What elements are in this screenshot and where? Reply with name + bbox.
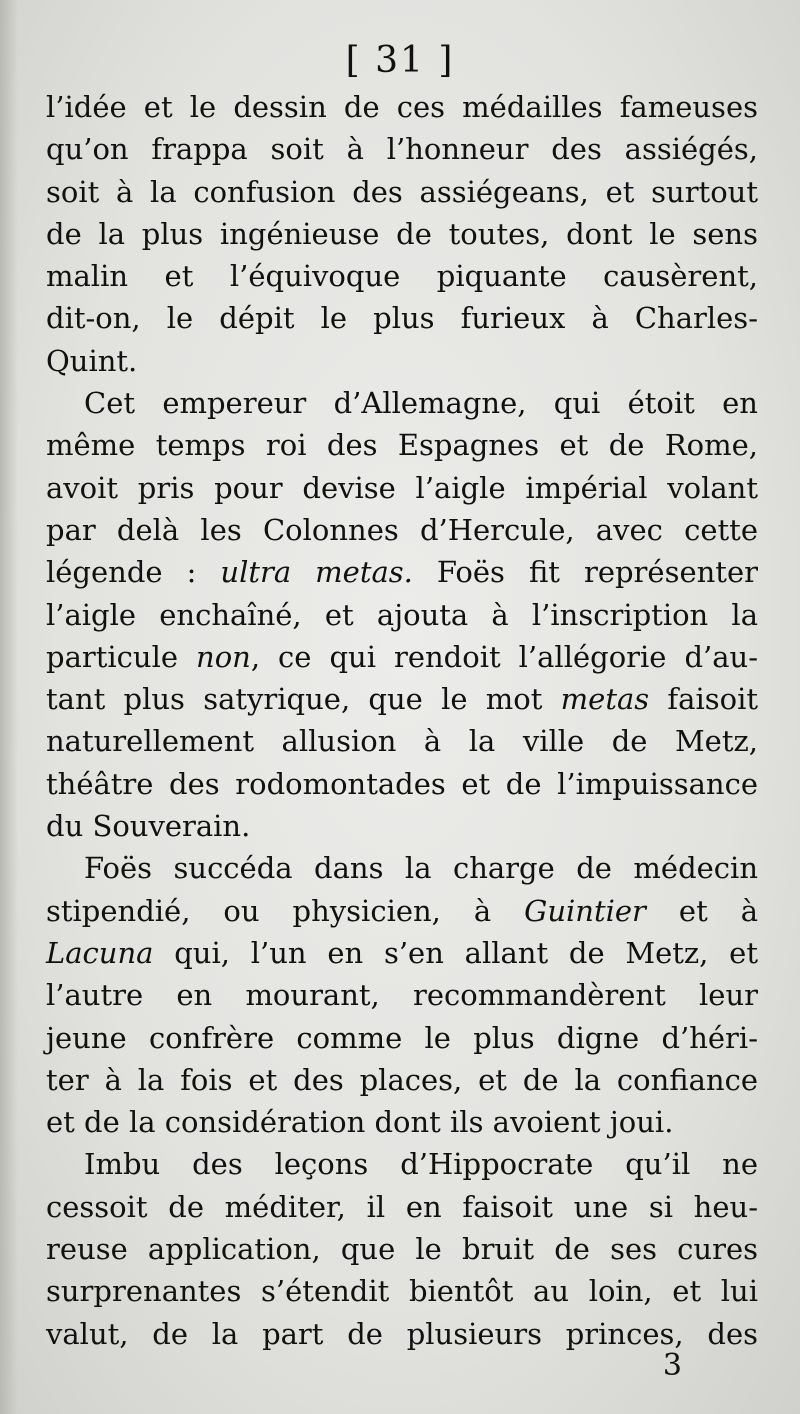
text-line xyxy=(46,340,758,382)
text-line xyxy=(46,424,758,466)
text-line xyxy=(46,1143,758,1185)
text-line xyxy=(46,720,758,762)
text-segment: avoit pris pour devise l’aigle impérial volant xyxy=(46,470,758,505)
text-line xyxy=(46,255,758,297)
text-line xyxy=(46,594,758,636)
text-segment: et de la considération dont ils avoient joui. xyxy=(46,1105,674,1140)
text-segment: dit-on, le dépit le plus furieux à Charles- xyxy=(46,301,758,336)
text-segment: cessoit de méditer, il en faisoit une si heu- xyxy=(46,1189,758,1224)
text-line xyxy=(46,636,758,678)
text-segment: , ce qui rendoit l’allégorie d’au- xyxy=(250,639,758,674)
text-line xyxy=(46,1270,758,1312)
text-line xyxy=(46,297,758,339)
text-segment: valut, de la part de plusieurs princes, des xyxy=(46,1316,758,1351)
text-line xyxy=(46,974,758,1016)
text-segment: Imbu des leçons d’Hippocrate qu’il ne xyxy=(84,1147,758,1182)
text-segment: légende : xyxy=(46,555,221,590)
text-line xyxy=(46,678,758,720)
text-segment: ter à la fois et des places, et de la confiance xyxy=(46,1062,758,1097)
text-segment: l’autre en mourant, recommandèrent leur xyxy=(46,978,758,1013)
page-number-header: [ 31 ] xyxy=(345,40,455,81)
text-segment: qui, l’un en s’en allant de Metz, et xyxy=(153,935,758,970)
text-segment: de la plus ingénieuse de toutes, dont le sens xyxy=(46,216,758,251)
text-segment: surprenantes s’étendit bientôt au loin, et lui xyxy=(46,1274,758,1309)
text-line xyxy=(46,551,758,593)
text-segment: et à xyxy=(645,893,759,928)
text-segment: stipendié, ou physicien, à xyxy=(46,893,525,928)
text-line xyxy=(46,467,758,509)
text-line xyxy=(46,847,758,889)
text-segment: par delà les Colonnes d’Hercule, avec cette xyxy=(46,512,758,547)
text-line xyxy=(46,805,758,847)
text-segment: qu’on frappa soit à l’honneur des assiégés, xyxy=(46,132,758,167)
text-segment: faisoit xyxy=(649,682,759,717)
text-line xyxy=(46,509,758,551)
italic-text: Guintier xyxy=(524,893,646,928)
text-line xyxy=(46,171,758,213)
text-line xyxy=(46,128,758,170)
text-line xyxy=(46,382,758,424)
text-line xyxy=(46,890,758,932)
italic-text: metas xyxy=(560,682,650,717)
text-segment: malin et l’équivoque piquante causèrent, xyxy=(46,259,758,294)
text-segment: Cet empereur d’Allemagne, qui étoit en xyxy=(84,386,758,421)
text-line xyxy=(46,932,758,974)
text-segment: soit à la confusion des assiégeans, et surtout xyxy=(46,174,758,209)
text-line xyxy=(46,86,758,128)
text-line xyxy=(46,1059,758,1101)
text-segment: reuse application, que le bruit de ses cures xyxy=(46,1232,758,1267)
text-line xyxy=(46,1313,758,1355)
body-text xyxy=(46,86,758,1355)
text-segment: tant plus satyrique, que le mot xyxy=(46,682,561,717)
text-line xyxy=(46,1186,758,1228)
text-segment: Quint. xyxy=(46,343,138,378)
italic-text: non xyxy=(196,639,251,674)
text-line xyxy=(46,213,758,255)
text-line xyxy=(46,1017,758,1059)
italic-text: Lacuna xyxy=(46,935,154,970)
text-segment: théâtre des rodomontades et de l’impuissance xyxy=(46,766,758,801)
text-segment: particule xyxy=(46,639,197,674)
text-line xyxy=(46,763,758,805)
text-segment: même temps roi des Espagnes et de Rome, xyxy=(46,428,758,463)
text-line xyxy=(46,1101,758,1143)
text-segment: l’aigle enchaîné, et ajouta à l’inscription la xyxy=(46,597,758,632)
text-line xyxy=(46,1228,758,1270)
text-segment: Foës succéda dans la charge de médecin xyxy=(84,851,758,886)
text-segment: l’idée et le dessin de ces médailles fameuses xyxy=(46,90,758,124)
text-segment: Foës fit représenter xyxy=(412,555,758,590)
signature-mark: 3 xyxy=(662,1348,682,1383)
text-segment: du Souverain. xyxy=(46,809,251,844)
text-segment: naturellement allusion à la ville de Metz, xyxy=(46,724,758,759)
italic-text: ultra metas. xyxy=(220,555,413,590)
text-segment: jeune confrère comme le plus digne d’héri- xyxy=(46,1020,758,1055)
